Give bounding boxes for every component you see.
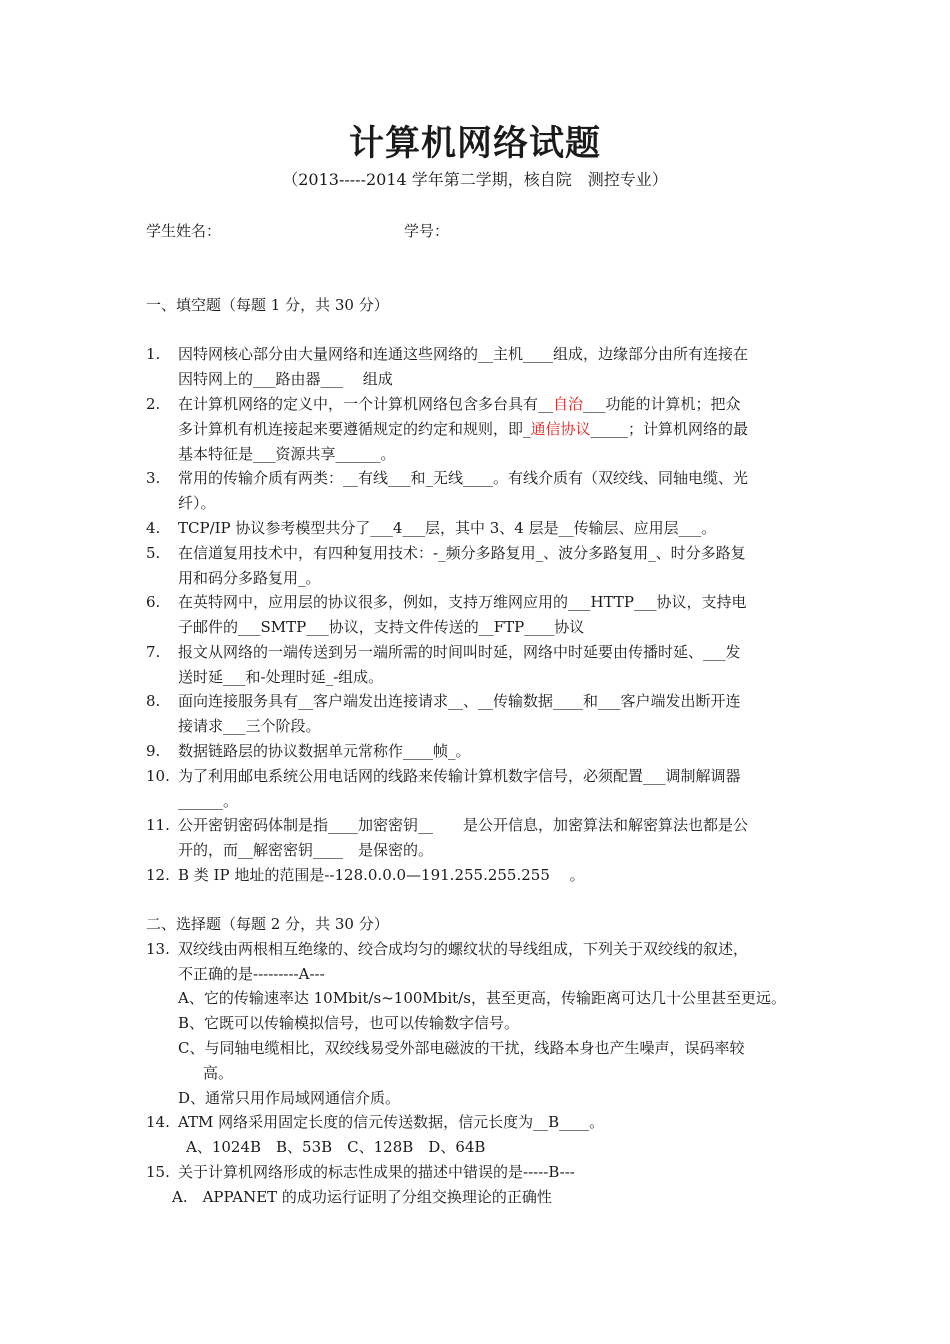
question-text-line: 数据链路层的协议数据单元常称作____帧_。 xyxy=(178,742,471,760)
question-number: 10. xyxy=(146,767,170,785)
question-number: 13. xyxy=(146,940,170,958)
question-number: 9. xyxy=(146,742,161,760)
question-text-line xyxy=(178,417,806,442)
section-choice-header: 二、选择题（每题 2 分，共 30 分） xyxy=(146,915,389,933)
question-text-line: 关于计算机网络形成的标志性成果的描述中错误的是-----B--- xyxy=(178,1163,575,1181)
question-text-line: 用和码分多路复用_。 xyxy=(178,568,321,587)
question-number: 15. xyxy=(146,1163,170,1181)
question-number: 12. xyxy=(146,866,170,884)
question-number: 7. xyxy=(146,643,161,661)
question-text-line: 接请求___三个阶段。 xyxy=(178,716,321,735)
question-number: 1. xyxy=(146,345,161,363)
section-fill-in-header: 一、填空题（每题 1 分，共 30 分） xyxy=(146,296,389,314)
question-text-line: 在英特网中，应用层的协议很多，例如，支持万维网应用的___HTTP___协议，支持电 xyxy=(178,593,747,611)
question-text-line: TCP/IP 协议参考模型共分了___4___层，其中 3、4 层是__传输层、应用层___。 xyxy=(178,519,717,537)
question-number: 5. xyxy=(146,544,161,562)
text-segment: ___功能的计算机；把众 xyxy=(583,395,741,413)
question-text-line: 为了利用邮电系统公用电话网的线路来传输计算机数字信号，必须配置___调制解调器 xyxy=(178,767,741,785)
option-b: B、它既可以传输模拟信号，也可以传输数字信号。 xyxy=(178,1014,520,1032)
option-a: A. APPANET 的成功运行证明了分组交换理论的正确性 xyxy=(172,1188,552,1206)
question-text-line: 因特网核心部分由大量网络和连通这些网络的__主机____组成，边缘部分由所有连接在 xyxy=(178,345,749,363)
question-number: 4. xyxy=(146,519,161,537)
question-number: 8. xyxy=(146,692,161,710)
question-text-line: 常用的传输介质有两类：__有线___和_无线____。有线介质有（双绞线、同轴电缆、光 xyxy=(178,469,749,487)
document-subtitle: （2013-----2014 学年第二学期，核自院 测控专业） xyxy=(282,170,668,189)
question-text-line: 基本特征是___资源共享______。 xyxy=(178,444,396,463)
question-text-line: 纤）。 xyxy=(178,493,216,512)
text-segment: _____；计算机网络的最 xyxy=(590,419,749,438)
student-name-label: 学生姓名： xyxy=(146,222,222,240)
question-text-line: 子邮件的___SMTP___协议，支持文件传送的__FTP____协议 xyxy=(178,617,585,636)
student-id-label: 学号： xyxy=(404,222,450,240)
question-text-line: 在信道复用技术中，有四种复用技术：-_频分多路复用_、波分多路复用_、时分多路复 xyxy=(178,544,746,562)
option-c: C、与同轴电缆相比，双绞线易受外部电磁波的干扰，线路本身也产生噪声，误码率较 xyxy=(178,1039,745,1057)
question-text-line xyxy=(178,392,806,417)
question-text-line: 送时延___和-处理时延_-组成。 xyxy=(178,667,384,686)
question-text-line: ATM 网络采用固定长度的信元传送数据，信元长度为__B____。 xyxy=(178,1113,605,1131)
question-text-line: 开的，而__解密密钥____ 是保密的。 xyxy=(178,840,434,859)
question-number: 11. xyxy=(146,816,170,834)
question-number: 6. xyxy=(146,593,161,611)
question-number: 2. xyxy=(146,395,161,413)
text-segment: 在计算机网络的定义中，一个计算机网络包含多台具有__ xyxy=(178,395,554,413)
text-segment: 多计算机有机连接起来要遵循规定的约定和规则，即_ xyxy=(178,419,531,438)
question-number: 14. xyxy=(146,1113,170,1131)
question-text-line: 双绞线由两根相互绝缘的、绞合成均匀的螺纹状的导线组成，下列关于双绞线的叙述， xyxy=(178,940,749,958)
answer-highlight: 自治 xyxy=(553,395,584,413)
question-text-line: ______。 xyxy=(178,791,239,810)
question-text-line: 因特网上的___路由器___ 组成 xyxy=(178,369,393,388)
question-text-line: 不正确的是---------A--- xyxy=(178,964,325,983)
question-text-line: 报文从网络的一端传送到另一端所需的时间叫时延，网络中时延要由传播时延、___发 xyxy=(178,643,741,661)
option-a: A、它的传输速率达 10Mbit/s~100Mbit/s，甚至更高，传输距离可达几十公里甚至更远。 xyxy=(178,989,786,1007)
answer-highlight: 通信协议 xyxy=(530,419,591,438)
question-number: 3. xyxy=(146,469,161,487)
option-d: D、通常只用作局域网通信介质。 xyxy=(178,1089,401,1107)
question-14-options: A、1024B B、53B C、128B D、64B xyxy=(186,1138,486,1156)
option-c-continued: 高。 xyxy=(203,1064,234,1082)
question-text-line: B 类 IP 地址的范围是--128.0.0.0—191.255.255.255 。 xyxy=(178,866,585,884)
document-title: 计算机网络试题 xyxy=(348,124,601,164)
question-text-line: 面向连接服务具有__客户端发出连接请求__、__传输数据____和___客户端发出断开连 xyxy=(178,692,741,710)
question-text-line: 公开密钥密码体制是指____加密密钥__ 是公开信息，加密算法和解密算法也都是公 xyxy=(178,816,749,834)
